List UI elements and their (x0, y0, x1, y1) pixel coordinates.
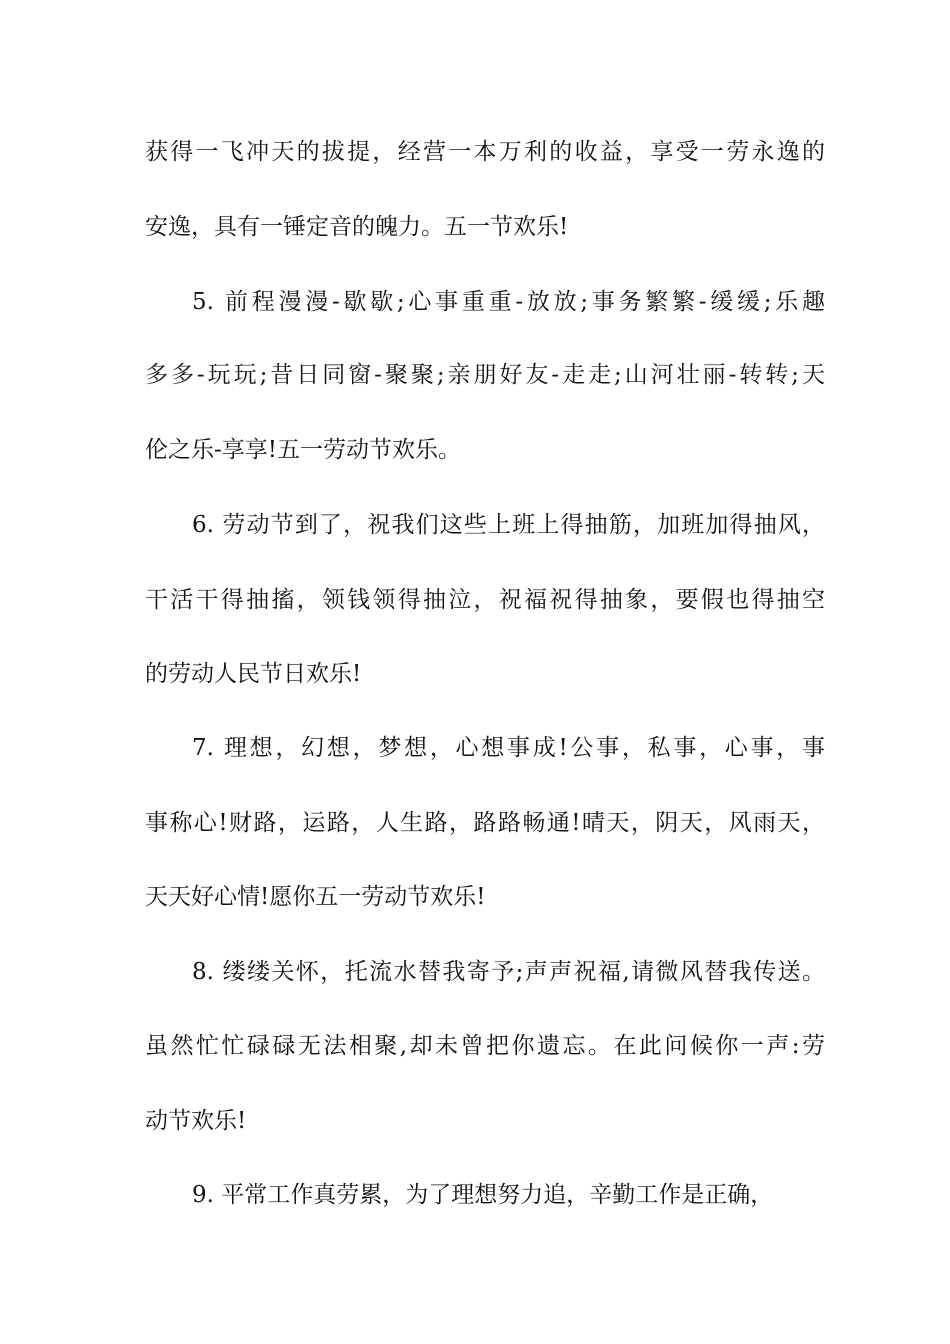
text-line: 获得一飞冲天的拔提，经营一本万利的收益，享受一劳永逸的 (145, 139, 825, 165)
text-line: 虽然忙忙碌碌无法相聚,却未曾把你遗忘。在此问候你一声:劳 (145, 1033, 825, 1059)
text-line: 的劳动人民节日欢乐! (145, 661, 362, 687)
list-item-9-line: 9. 平常工作真劳累，为了理想努力追，辛勤工作是正确， (192, 1182, 774, 1208)
text-line: 多多-玩玩;昔日同窗-聚聚;亲朋好友-走走;山河壮丽-转转;天 (145, 362, 825, 388)
list-item-7-line: 7. 理想，幻想，梦想，心想事成!公事，私事，心事，事 (192, 735, 825, 761)
text-line: 天天好心情!愿你五一劳动节欢乐! (145, 884, 486, 910)
text-line: 事称心!财路，运路，人生路，路路畅通!晴天，阴天，风雨天， (145, 810, 825, 836)
text-line: 安逸，具有一锤定音的魄力。五一节欢乐! (145, 214, 569, 240)
text-line: 伦之乐-享享!五一劳动节欢乐。 (145, 437, 462, 463)
list-item-5-line: 5. 前程漫漫-歇歇;心事重重-放放;事务繁繁-缓缓;乐趣 (192, 289, 825, 315)
text-line: 动节欢乐! (145, 1108, 247, 1134)
list-item-8-line: 8. 缕缕关怀，托流水替我寄予;声声祝福,请微风替我传送。 (192, 959, 825, 985)
text-line: 干活干得抽搐，领钱领得抽泣，祝福祝得抽象，要假也得抽空 (145, 587, 825, 613)
list-item-6-line: 6. 劳动节到了，祝我们这些上班上得抽筋，加班加得抽风， (192, 512, 825, 538)
